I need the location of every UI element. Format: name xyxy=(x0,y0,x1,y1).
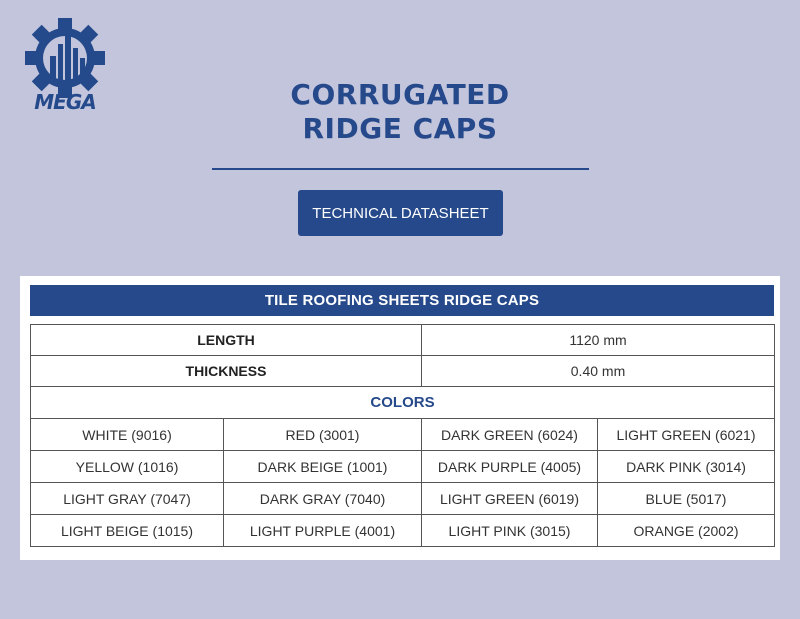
color-cell: LIGHT BEIGE (1015) xyxy=(31,515,224,547)
color-cell: LIGHT GRAY (7047) xyxy=(31,483,224,515)
spec-value: 0.40 mm xyxy=(422,356,775,387)
spec-label: THICKNESS xyxy=(31,356,422,387)
spec-row-thickness xyxy=(31,356,775,387)
color-cell: DARK GREEN (6024) xyxy=(422,419,598,451)
datasheet-card xyxy=(20,276,780,560)
spec-row-length xyxy=(31,325,775,356)
color-cell: BLUE (5017) xyxy=(598,483,775,515)
spec-label: LENGTH xyxy=(31,325,422,356)
color-cell: RED (3001) xyxy=(224,419,422,451)
color-cell: LIGHT GREEN (6019) xyxy=(422,483,598,515)
spec-table xyxy=(30,324,775,547)
color-row xyxy=(31,515,775,547)
title-line-1: CORRUGATED xyxy=(290,78,510,111)
brand-name: MEGA xyxy=(34,90,96,114)
technical-datasheet-badge: TECHNICAL DATASHEET xyxy=(298,190,503,236)
color-cell: ORANGE (2002) xyxy=(598,515,775,547)
color-cell: LIGHT GREEN (6021) xyxy=(598,419,775,451)
spec-value: 1120 mm xyxy=(422,325,775,356)
color-cell: DARK GRAY (7040) xyxy=(224,483,422,515)
color-cell: DARK PINK (3014) xyxy=(598,451,775,483)
color-row xyxy=(31,483,775,515)
color-cell: WHITE (9016) xyxy=(31,419,224,451)
title-divider xyxy=(212,168,589,170)
color-cell: DARK PURPLE (4005) xyxy=(422,451,598,483)
color-cell: LIGHT PURPLE (4001) xyxy=(224,515,422,547)
color-cell: LIGHT PINK (3015) xyxy=(422,515,598,547)
page-title xyxy=(0,78,800,146)
datasheet-heading: TILE ROOFING SHEETS RIDGE CAPS xyxy=(30,285,774,316)
colors-heading: COLORS xyxy=(31,387,775,419)
color-row xyxy=(31,419,775,451)
color-cell: YELLOW (1016) xyxy=(31,451,224,483)
title-line-2: RIDGE CAPS xyxy=(302,112,498,145)
color-row xyxy=(31,451,775,483)
colors-heading-row xyxy=(31,387,775,419)
color-cell: DARK BEIGE (1001) xyxy=(224,451,422,483)
